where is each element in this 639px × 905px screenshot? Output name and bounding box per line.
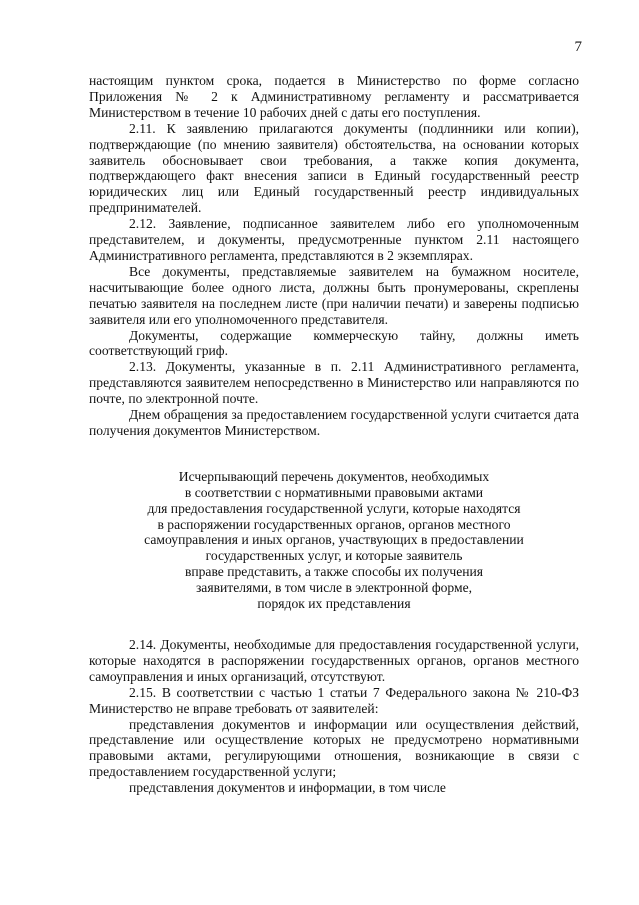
heading-line: самоуправления и иных органов, участвующих в предоставлении (144, 532, 524, 548)
heading-line: порядок их представления (257, 596, 411, 612)
heading-line: вправе представить, а также способы их получения (184, 564, 484, 580)
page-number: 7 (574, 39, 582, 55)
heading-line: в распоряжении государственных органов, органов местного (157, 516, 511, 532)
paragraph-2-13: 2.13. Документы, указанные в п. 2.11 Административного регламента, представляются заявителем непосредственно в Министерство или направляются по почте, по электронной почте. (89, 359, 579, 407)
paragraph-2-15: 2.15. В соответствии с частью 1 статьи 7 Федерального закона № 210-ФЗ Министерство не вправе требовать от заявителей: (89, 684, 579, 716)
heading-line: заявителями, в том числе в электронной форме, (195, 580, 473, 596)
heading-line: Исчерпывающий перечень документов, необходимых (178, 468, 490, 484)
paragraph-2-14: 2.14. Документы, необходимые для предоставления государственной услуги, которые находятся в распоряжении государственных органов, органов местного самоуправления и иных организаций, отсутствуют. (89, 637, 579, 684)
paragraph: представления документов и информации, в том числе (129, 780, 446, 796)
heading-line: государственных услуг, и которые заявитель (205, 548, 463, 564)
paragraph: Документы, содержащие коммерческую тайну, должны иметь соответствующий гриф. (89, 327, 579, 359)
paragraph: представления документов и информации или осуществления действий, представление или осуществление которых не предусмотрено нормативными правовыми актами, регулирующими отношения, возникающие в связи с предоставлением государственной услуги; (89, 716, 579, 780)
paragraph: Днем обращения за предоставлением государственной услуги считается дата получения документов Министерством. (89, 407, 579, 438)
section-heading (89, 469, 579, 612)
paragraph-2-12: 2.12. Заявление, подписанное заявителем либо его уполномоченным представителем, и документы, предусмотренные пунктом 2.11 настоящего Административного регламента, представляются в 2 экземплярах. (89, 216, 579, 263)
document-body (89, 73, 579, 796)
paragraph: Все документы, представляемые заявителем на бумажном носителе, насчитывающие более одного листа, должны быть пронумерованы, скреплены печатью заявителя на последнем листе (при наличии печати) и заверены подписью заявителя или его уполномоченного представителя. (89, 263, 579, 327)
heading-line: в соответствии с нормативными правовыми актами (184, 484, 484, 500)
heading-line: для предоставления государственной услуги, которые находятся (147, 500, 521, 516)
paragraph: настоящим пунктом срока, подается в Министерство по форме согласно Приложения № 2 к Административному регламенту и рассматривается Министерством в течение 10 рабочих дней с даты его поступления. (89, 73, 579, 120)
paragraph-2-11: 2.11. К заявлению прилагаются документы (подлинники или копии), подтверждающие (по мнению заявителя) обстоятельства, на основании которых заявитель обосновывает свои требования, а также копия документа, подтверждающего факт внесения записи в Единый государственный реестр юридических лиц или Единый государственный реестр индивидуальных предпринимателей. (89, 120, 579, 216)
